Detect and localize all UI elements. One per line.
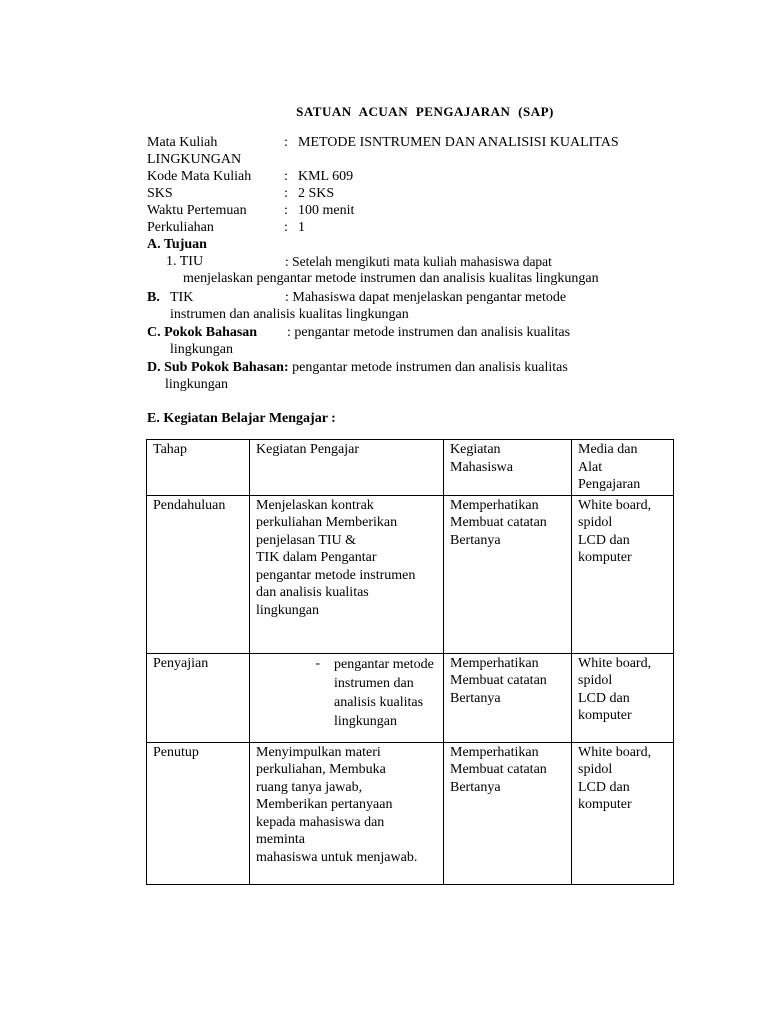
header-tahap bbox=[147, 440, 250, 496]
table-row bbox=[147, 742, 674, 884]
mahasiswa-line: Memperhatikan bbox=[450, 655, 539, 671]
media-line: spidol bbox=[578, 515, 613, 530]
colon: : bbox=[284, 169, 288, 184]
tik-text-cont: instrumen dan analisis kualitas lingkungan bbox=[170, 307, 409, 322]
pengajar-line: pengantar metode bbox=[334, 656, 434, 672]
table-row bbox=[147, 495, 674, 653]
kode-value: KML 609 bbox=[298, 169, 354, 184]
pengajar-line: penjelasan TIU & bbox=[256, 532, 357, 548]
media-line: White board, bbox=[578, 655, 652, 671]
media-line: komputer bbox=[578, 797, 632, 812]
tahap-text: Pendahuluan bbox=[153, 497, 226, 513]
pengajar-line: Menjelaskan kontrak bbox=[256, 497, 374, 513]
tik-text: : Mahasiswa dapat menjelaskan pengantar metode bbox=[285, 290, 567, 305]
section-d-text: pengantar metode instrumen dan analisis kualitas bbox=[288, 360, 568, 375]
media-line: White board, bbox=[578, 744, 652, 760]
header-tahap-text: Tahap bbox=[153, 442, 188, 457]
colon: : bbox=[284, 135, 288, 150]
mahasiswa-line: Bertanya bbox=[450, 690, 501, 706]
mahasiswa-line: Bertanya bbox=[450, 779, 501, 795]
media-line: spidol bbox=[578, 762, 613, 777]
pengajar-line: mahasiswa untuk menjawab. bbox=[256, 849, 418, 865]
media-line: LCD dan bbox=[578, 779, 630, 795]
cell-media bbox=[572, 742, 674, 884]
header-mahasiswa-line: Kegiatan bbox=[450, 442, 501, 457]
pengajar-line: kepada mahasiswa dan bbox=[256, 814, 385, 830]
cell-tahap bbox=[147, 495, 250, 653]
table-row bbox=[147, 653, 674, 742]
pengajar-line: perkuliahan, Membuka bbox=[256, 762, 386, 777]
bullet-lines bbox=[334, 655, 434, 731]
media-line: spidol bbox=[578, 673, 613, 688]
kode-label: Kode Mata Kuliah bbox=[147, 169, 252, 184]
bullet-dash: - bbox=[315, 655, 320, 671]
mahasiswa-line: Memperhatikan bbox=[450, 497, 539, 513]
header-media-line: Media dan bbox=[578, 442, 638, 457]
cell-media bbox=[572, 653, 674, 742]
waktu-value: 100 menit bbox=[298, 203, 355, 218]
tahap-text: Penutup bbox=[153, 744, 199, 760]
header-media-line: Alat bbox=[578, 459, 603, 475]
tiu-label: 1. TIU bbox=[166, 254, 204, 269]
pengajar-line: perkuliahan Memberikan bbox=[256, 515, 398, 530]
colon: : bbox=[284, 203, 288, 218]
cell-mahasiswa bbox=[444, 653, 572, 742]
bullet-item bbox=[256, 655, 437, 731]
mahasiswa-line: Membuat catatan bbox=[450, 762, 547, 777]
pengajar-line: TIK dalam Pengantar bbox=[256, 550, 377, 565]
cell-mahasiswa bbox=[444, 742, 572, 884]
tiu-text-cont: menjelaskan pengantar metode instrumen dan analisis kualitas lingkungan bbox=[183, 271, 599, 286]
cell-tahap bbox=[147, 742, 250, 884]
colon: : bbox=[284, 186, 288, 201]
mahasiswa-line: Bertanya bbox=[450, 532, 501, 548]
cell-tahap bbox=[147, 653, 250, 742]
kegiatan-table bbox=[146, 439, 674, 885]
section-c-label: C. Pokok Bahasan bbox=[147, 325, 258, 340]
mata-kuliah-value: METODE ISNTRUMEN DAN ANALISISI KUALITAS bbox=[298, 135, 619, 150]
cell-pengajar bbox=[250, 495, 444, 653]
header-pengajar bbox=[250, 440, 444, 496]
section-a-heading: A. Tujuan bbox=[147, 237, 207, 252]
sks-label: SKS bbox=[147, 186, 173, 201]
pengajar-line: instrumen dan bbox=[334, 675, 414, 691]
media-line: komputer bbox=[578, 708, 632, 723]
pengajar-line: lingkungan bbox=[256, 602, 319, 618]
tahap-text: Penyajian bbox=[153, 655, 209, 671]
cell-pengajar bbox=[250, 742, 444, 884]
section-d-text-cont: lingkungan bbox=[165, 377, 228, 392]
mahasiswa-line: Membuat catatan bbox=[450, 673, 547, 688]
cell-media bbox=[572, 495, 674, 653]
pengajar-line: pengantar metode instrumen bbox=[256, 567, 416, 583]
pengajar-line: ruang tanya jawab, bbox=[256, 779, 363, 795]
section-d bbox=[147, 359, 568, 376]
header-mahasiswa-line: Mahasiswa bbox=[450, 459, 513, 475]
mahasiswa-line: Membuat catatan bbox=[450, 515, 547, 530]
cell-mahasiswa bbox=[444, 495, 572, 653]
tiu-text: : Setelah mengikuti mata kuliah mahasiswa dapat bbox=[285, 254, 552, 269]
mata-kuliah-value-cont: LINGKUNGAN bbox=[147, 152, 242, 167]
mahasiswa-line: Memperhatikan bbox=[450, 744, 539, 760]
perkuliahan-label: Perkuliahan bbox=[147, 220, 214, 235]
waktu-label: Waktu Pertemuan bbox=[147, 203, 247, 218]
section-c-text-cont: lingkungan bbox=[170, 342, 233, 357]
header-media bbox=[572, 440, 674, 496]
media-line: LCD dan bbox=[578, 690, 630, 706]
pengajar-line: lingkungan bbox=[334, 713, 397, 729]
sks-value: 2 SKS bbox=[298, 186, 335, 201]
colon: : bbox=[284, 220, 288, 235]
section-c-text: : pengantar metode instrumen dan analisis kualitas bbox=[280, 325, 571, 340]
pengajar-line: Menyimpulkan materi bbox=[256, 744, 381, 760]
pengajar-line: Memberikan pertanyaan bbox=[256, 797, 393, 812]
header-media-line: Pengajaran bbox=[578, 477, 641, 492]
header-mahasiswa bbox=[444, 440, 572, 496]
section-e-heading: E. Kegiatan Belajar Mengajar : bbox=[147, 411, 336, 426]
section-d-label: D. Sub Pokok Bahasan: bbox=[147, 360, 289, 375]
media-line: White board, bbox=[578, 497, 652, 513]
media-line: LCD dan bbox=[578, 532, 630, 548]
header-pengajar-text: Kegiatan Pengajar bbox=[256, 442, 360, 457]
section-b-label: B. bbox=[147, 290, 160, 305]
tik-label: TIK bbox=[170, 290, 194, 305]
media-line: komputer bbox=[578, 550, 632, 565]
pengajar-line: meminta bbox=[256, 832, 305, 847]
perkuliahan-value: 1 bbox=[298, 220, 305, 235]
table-header-row bbox=[147, 440, 674, 496]
mata-kuliah-label: Mata Kuliah bbox=[147, 135, 218, 150]
pengajar-line: dan analisis kualitas bbox=[256, 585, 369, 600]
page-title: SATUAN ACUAN PENGAJARAN (SAP) bbox=[296, 104, 554, 119]
pengajar-line: analisis kualitas bbox=[334, 694, 424, 710]
cell-pengajar bbox=[250, 653, 444, 742]
